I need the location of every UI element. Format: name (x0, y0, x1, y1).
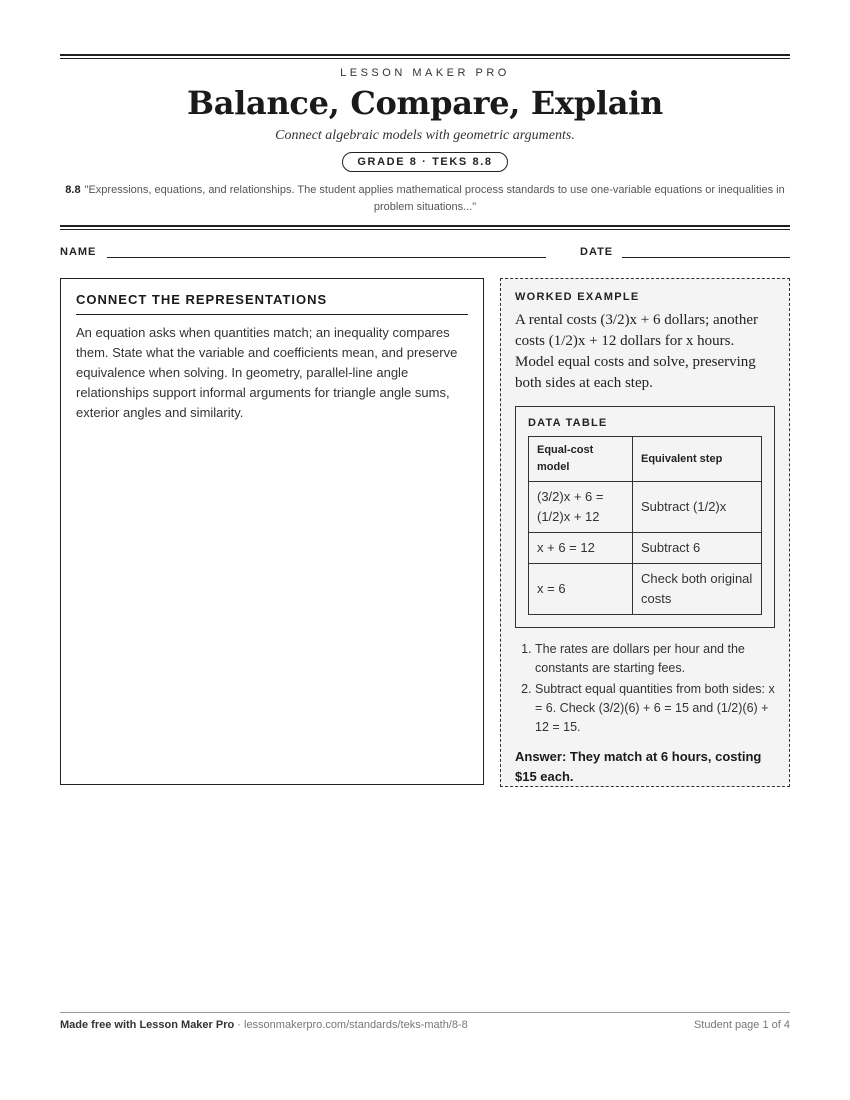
footer-separator: · (234, 1019, 244, 1031)
table-cell: Subtract (1/2)x (633, 482, 762, 533)
connect-body: An equation asks when quantities match; an inequality compares them. State what the variable and coefficients mean, and preserve equivalence when solving. In geometry, parallel-line angle relationships support informal arguments for triangle angle sums, exterior angles and similarity. (76, 325, 458, 420)
table-cell: x = 6 (529, 564, 633, 615)
solution-steps (515, 640, 775, 737)
footer (60, 1019, 790, 1031)
footer-page-number: Student page 1 of 4 (693, 1019, 790, 1031)
grade-badge: GRADE 8 · TEKS 8.8 (342, 152, 507, 172)
footer-made-with: Made free with Lesson Maker Pro (60, 1019, 235, 1031)
data-table (528, 436, 762, 615)
table-cell: (3/2)x + 6 = (1/2)x + 12 (529, 482, 633, 533)
data-table-label: DATA TABLE (528, 417, 608, 429)
table-row (529, 564, 762, 615)
name-date-row (60, 246, 790, 262)
table-row (529, 533, 762, 564)
brand-name: LESSON MAKER PRO (340, 67, 510, 79)
standard-code: 8.8 (65, 184, 81, 196)
table-cell: Subtract 6 (633, 533, 762, 564)
table-row (529, 482, 762, 533)
connect-representations-panel (60, 278, 484, 785)
table-cell: x + 6 = 12 (529, 533, 633, 564)
solution-step: 2. Subtract equal quantities from both sides: x = 6. Check (3/2)(6) + 6 = 15 and (1/2)(6) + 12 = 15. (535, 680, 775, 737)
table-header-row (529, 437, 762, 482)
table-cell: Check both original costs (633, 564, 762, 615)
worked-example-problem: A rental costs (3/2)x + 6 dollars; another costs (1/2)x + 12 dollars for x hours. Model equal costs and solve, preserving both sides at each step. (515, 312, 758, 391)
footer-url[interactable]: lessonmakerpro.com/standards/teks-math/8-8 (244, 1019, 468, 1031)
name-label: NAME (60, 246, 97, 258)
standard-text: "Expressions, equations, and relationships. The student applies mathematical process standards to use one-variable equations or inequalities in problem situations..." (84, 184, 785, 213)
connect-heading: CONNECT THE REPRESENTATIONS (76, 292, 468, 315)
name-field[interactable] (107, 257, 546, 258)
table-header-cell: Equal-cost model (529, 437, 633, 482)
date-field[interactable] (622, 257, 790, 258)
worked-example-panel (500, 278, 790, 787)
standard-statement (60, 182, 790, 216)
date-label: DATE (580, 246, 614, 258)
worked-example-label: WORKED EXAMPLE (515, 291, 640, 303)
header-bottom-rule (60, 225, 790, 227)
page-title: Balance, Compare, Explain (186, 84, 663, 122)
worked-example-answer: Answer: They match at 6 hours, costing $15 each. (515, 749, 762, 784)
page-subtitle: Connect algebraic models with geometric arguments. (275, 128, 575, 143)
solution-step: 1. The rates are dollars per hour and the constants are starting fees. (535, 640, 775, 678)
grade-badge-wrap (60, 152, 790, 172)
header-top-rule (60, 54, 790, 56)
footer-rule (60, 1012, 790, 1013)
table-header-cell: Equivalent step (633, 437, 762, 482)
data-table-box (515, 406, 775, 628)
worksheet-page (60, 0, 790, 1100)
